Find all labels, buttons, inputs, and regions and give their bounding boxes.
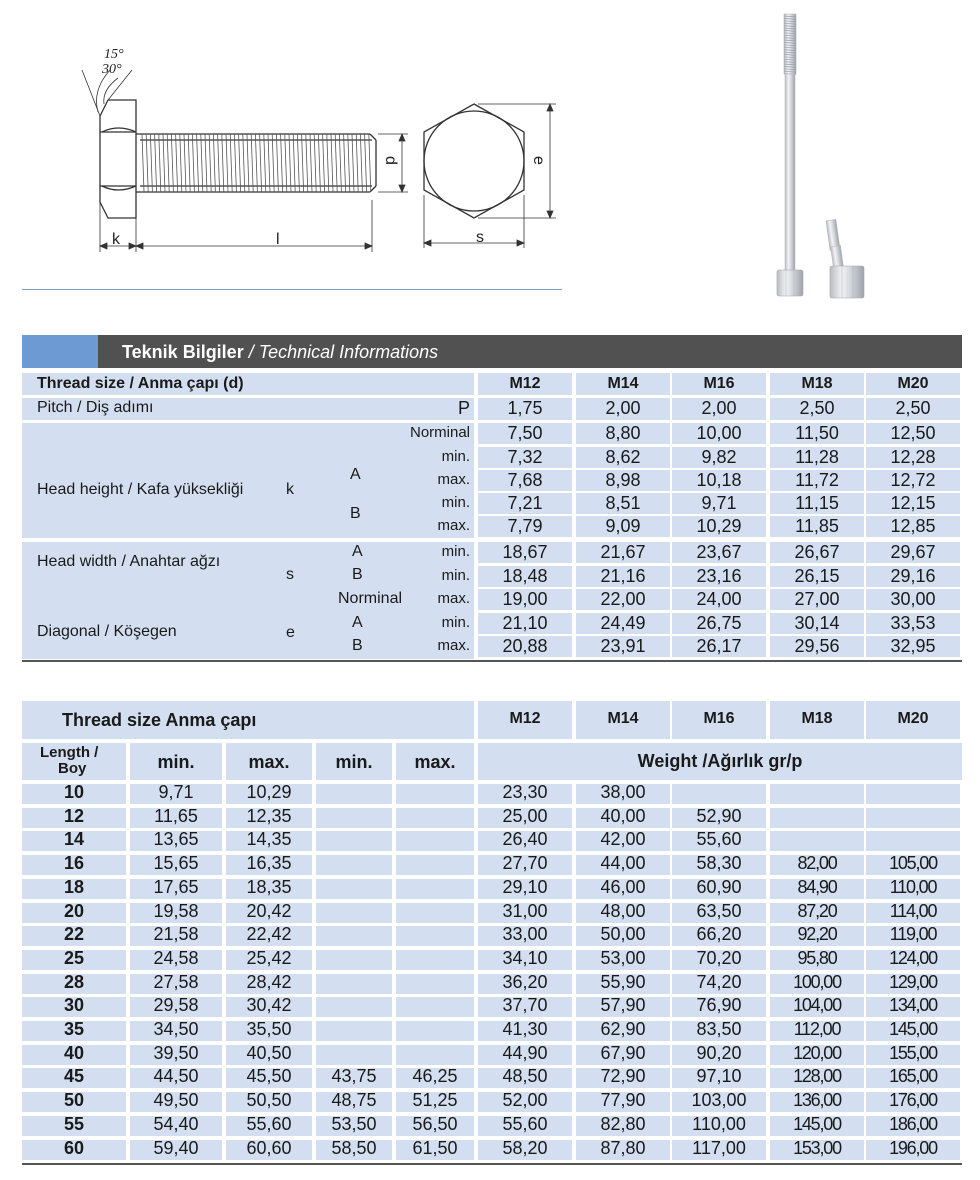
length-label-1: Length / xyxy=(40,744,99,761)
e-a-label: A xyxy=(352,614,363,631)
min-header-1: min. xyxy=(157,752,195,772)
size-header-M20: M20 xyxy=(897,375,929,392)
head-height-value: 7,79 xyxy=(507,516,543,536)
head-height-value: 9,71 xyxy=(701,493,737,513)
weight-value: 74,20 xyxy=(696,972,742,992)
weight-value: 129,00 xyxy=(889,972,937,992)
length-value: 20 xyxy=(63,901,85,921)
thread-size-label: Thread size / Anma çapı (d) xyxy=(37,375,244,392)
bolt-technical-drawing xyxy=(0,0,600,300)
tolerance-value: 14,35 xyxy=(246,829,292,849)
width-diagonal-value: 18,67 xyxy=(502,542,548,562)
weight-value: 37,70 xyxy=(502,995,548,1015)
tolerance-value: 56,50 xyxy=(412,1114,458,1134)
tolerance-cell xyxy=(396,1045,474,1065)
tolerance-cell xyxy=(316,903,392,923)
tolerance-value: 39,50 xyxy=(153,1043,199,1063)
width-diagonal-value: 32,95 xyxy=(890,636,936,656)
head-height-value: 12,72 xyxy=(890,470,936,490)
weight-value: 92,20 xyxy=(797,924,837,944)
angle-15-label: 15° xyxy=(104,47,124,62)
e-b-label: B xyxy=(352,637,363,654)
tolerance-value: 43,75 xyxy=(331,1066,377,1086)
k-a-label: A xyxy=(350,466,361,483)
tolerance-value: 15,65 xyxy=(153,853,199,873)
weight-value: 155,00 xyxy=(889,1043,937,1063)
tolerance-cell xyxy=(396,997,474,1017)
width-diagonal-value: 30,14 xyxy=(794,613,840,633)
weight-value: 58,20 xyxy=(502,1138,548,1158)
tolerance-cell xyxy=(396,903,474,923)
width-diagonal-value: 33,53 xyxy=(890,613,936,633)
nominal-label: Norminal xyxy=(338,590,403,607)
table-bottom-border xyxy=(22,660,962,662)
tolerance-value: 11,65 xyxy=(154,806,198,826)
dim-k-label: k xyxy=(112,231,120,248)
head-height-value: 12,85 xyxy=(890,516,936,536)
length-value: 25 xyxy=(63,948,85,968)
size-header-M16: M16 xyxy=(703,710,735,727)
length-value: 28 xyxy=(63,972,85,992)
width-diagonal-value: 29,16 xyxy=(890,566,936,586)
weight-cell xyxy=(866,784,960,804)
weight-header: Weight /Ağırlık gr/p xyxy=(637,751,803,771)
row-qualifier: min. xyxy=(441,567,470,584)
head-height-value: 9,09 xyxy=(605,516,641,536)
tolerance-cell xyxy=(396,926,474,946)
weight-value: 95,80 xyxy=(797,948,837,968)
head-height-value: 7,68 xyxy=(507,470,543,490)
k-b-label: B xyxy=(350,505,361,522)
tolerance-value: 19,58 xyxy=(153,901,199,921)
diagonal-label: Diagonal / Köşegen xyxy=(37,623,177,640)
width-diagonal-value: 27,00 xyxy=(794,589,840,609)
weight-value: 48,00 xyxy=(600,901,646,921)
weight-value: 136,00 xyxy=(793,1090,841,1110)
max-header-2: max. xyxy=(414,752,456,772)
weight-value: 117,00 xyxy=(692,1138,746,1158)
tolerance-value: 12,35 xyxy=(246,806,292,826)
weight-value: 27,70 xyxy=(502,853,548,873)
length-value: 22 xyxy=(63,924,85,944)
width-diagonal-value: 23,16 xyxy=(696,566,742,586)
min-header-2: min. xyxy=(335,752,373,772)
length-value: 18 xyxy=(63,877,85,897)
weight-value: 52,00 xyxy=(502,1090,548,1110)
weight-value: 77,90 xyxy=(600,1090,646,1110)
row-qualifier: min. xyxy=(441,494,470,511)
tolerance-value: 17,65 xyxy=(153,877,199,897)
tolerance-value: 34,50 xyxy=(153,1019,199,1039)
head-height-value: 7,50 xyxy=(507,423,543,443)
row-qualifier: Norminal xyxy=(409,424,470,441)
tolerance-cell xyxy=(316,926,392,946)
tolerance-cell xyxy=(396,1021,474,1041)
dim-l-label: l xyxy=(276,231,280,248)
head-height-value: 8,98 xyxy=(605,470,641,490)
size-header-M14: M14 xyxy=(607,710,639,727)
length-label-2: Boy xyxy=(58,760,87,777)
tolerance-value: 48,75 xyxy=(331,1090,377,1110)
width-diagonal-value: 24,00 xyxy=(696,589,742,609)
length-value: 45 xyxy=(63,1066,85,1086)
width-diagonal-value: 29,67 xyxy=(890,542,936,562)
weight-value: 87,80 xyxy=(600,1138,646,1158)
head-height-value: 11,85 xyxy=(795,516,839,536)
size-header-M12: M12 xyxy=(509,375,541,392)
tolerance-value: 55,60 xyxy=(246,1114,292,1134)
weight-value: 87,20 xyxy=(797,901,837,921)
technical-info-header xyxy=(22,335,962,368)
tolerance-value: 54,40 xyxy=(153,1114,199,1134)
weight-value: 41,30 xyxy=(502,1019,548,1039)
tolerance-value: 61,50 xyxy=(412,1138,458,1158)
tolerance-value: 30,42 xyxy=(246,995,292,1015)
weight-value: 42,00 xyxy=(600,829,646,849)
tolerance-value: 16,35 xyxy=(246,853,292,873)
tolerance-cell xyxy=(316,1045,392,1065)
weight-value: 176,00 xyxy=(889,1090,937,1110)
weight-value: 82,80 xyxy=(600,1114,646,1134)
tolerance-cell xyxy=(316,997,392,1017)
weight-value: 48,50 xyxy=(502,1066,548,1086)
tolerance-value: 24,58 xyxy=(153,948,199,968)
weight-value: 105,00 xyxy=(889,853,937,873)
header-accent xyxy=(22,335,98,368)
weight-value: 60,90 xyxy=(696,877,742,897)
tolerance-value: 58,50 xyxy=(331,1138,377,1158)
weight-value: 25,00 xyxy=(502,806,548,826)
weight-value: 31,00 xyxy=(502,901,548,921)
max-header-1: max. xyxy=(248,752,290,772)
tolerance-value: 28,42 xyxy=(246,972,292,992)
pitch-symbol: P xyxy=(458,398,471,418)
size-header-M18: M18 xyxy=(801,710,833,727)
weight-value: 23,30 xyxy=(502,782,548,802)
weight-value: 44,90 xyxy=(502,1043,548,1063)
weight-value: 83,50 xyxy=(696,1019,742,1039)
weight-value: 110,00 xyxy=(889,877,937,897)
width-diagonal-value: 18,48 xyxy=(502,566,548,586)
width-diagonal-value: 23,91 xyxy=(600,636,646,656)
width-diagonal-value: 23,67 xyxy=(696,542,742,562)
tolerance-cell xyxy=(396,784,474,804)
weight-value: 33,00 xyxy=(502,924,548,944)
head-height-value: 7,21 xyxy=(507,493,543,513)
row-qualifier: min. xyxy=(441,543,470,560)
head-height-value: 10,00 xyxy=(696,423,742,443)
weight-value: 186,00 xyxy=(889,1114,937,1134)
bolt-product-photo xyxy=(760,8,920,303)
tolerance-value: 29,58 xyxy=(153,995,199,1015)
weight-value: 70,20 xyxy=(696,948,742,968)
head-height-value: 8,80 xyxy=(605,423,641,443)
weight-value: 50,00 xyxy=(600,924,646,944)
pitch-value: 2,50 xyxy=(799,398,835,418)
size-header-M18: M18 xyxy=(801,375,833,392)
tolerance-cell xyxy=(396,950,474,970)
tolerance-value: 46,25 xyxy=(412,1066,458,1086)
weight-value: 114,00 xyxy=(889,901,937,921)
size-header-M14: M14 xyxy=(607,375,639,392)
tolerance-value: 53,50 xyxy=(331,1114,377,1134)
weight-value: 82,00 xyxy=(797,853,837,873)
head-height-value: 12,28 xyxy=(890,447,936,467)
tolerance-value: 22,42 xyxy=(246,924,292,944)
dim-d-label: d xyxy=(382,156,399,165)
divider-line xyxy=(22,289,562,290)
weight-value: 97,10 xyxy=(696,1066,742,1086)
tolerance-value: 44,50 xyxy=(153,1066,199,1086)
thread-header-label: Thread size Anma çapı xyxy=(62,710,257,730)
weight-value: 124,00 xyxy=(889,948,937,968)
weight-value: 145,00 xyxy=(889,1019,937,1039)
weight-value: 38,00 xyxy=(600,782,646,802)
head-height-value: 12,15 xyxy=(890,493,936,513)
weight-value: 145,00 xyxy=(793,1114,841,1134)
weight-value: 55,60 xyxy=(696,829,742,849)
length-value: 40 xyxy=(63,1043,85,1063)
weight-value: 110,00 xyxy=(692,1114,746,1134)
head-height-value: 10,29 xyxy=(696,516,742,536)
weight-value: 119,00 xyxy=(889,924,937,944)
width-diagonal-value: 21,10 xyxy=(502,613,548,633)
width-diagonal-value: 29,56 xyxy=(794,636,840,656)
head-height-value: 11,50 xyxy=(795,423,839,443)
k-symbol: k xyxy=(286,481,294,498)
tolerance-value: 49,50 xyxy=(153,1090,199,1110)
weight-value: 76,90 xyxy=(696,995,742,1015)
weight-value: 40,00 xyxy=(600,806,646,826)
pitch-value: 2,00 xyxy=(605,398,641,418)
length-value: 30 xyxy=(63,995,85,1015)
weight-value: 100,00 xyxy=(793,972,841,992)
weight-value: 66,20 xyxy=(696,924,742,944)
weight-value: 128,00 xyxy=(793,1066,841,1086)
weight-value: 90,20 xyxy=(696,1043,742,1063)
head-height-value: 11,72 xyxy=(795,470,839,490)
weight-cell xyxy=(770,808,864,828)
row-qualifier: min. xyxy=(441,614,470,631)
width-diagonal-value: 19,00 xyxy=(502,589,548,609)
tolerance-value: 27,58 xyxy=(153,972,199,992)
row-qualifier: max. xyxy=(437,637,470,654)
head-height-value: 8,51 xyxy=(605,493,641,513)
weight-value: 104,00 xyxy=(793,995,841,1015)
weight-value: 57,90 xyxy=(600,995,646,1015)
width-diagonal-value: 21,67 xyxy=(600,542,646,562)
tolerance-cell xyxy=(396,879,474,899)
head-height-value: 11,28 xyxy=(795,447,839,467)
weight-cell xyxy=(866,808,960,828)
tolerance-cell xyxy=(316,950,392,970)
tolerance-value: 35,50 xyxy=(246,1019,292,1039)
head-height-value: 12,50 xyxy=(890,423,936,443)
width-diagonal-value: 22,00 xyxy=(600,589,646,609)
weight-cell xyxy=(770,784,864,804)
length-value: 35 xyxy=(63,1019,85,1039)
weight-value: 46,00 xyxy=(600,877,646,897)
tolerance-value: 45,50 xyxy=(246,1066,292,1086)
weight-value: 36,20 xyxy=(502,972,548,992)
weight-value: 52,90 xyxy=(696,806,742,826)
tolerance-value: 13,65 xyxy=(153,829,199,849)
head-height-value: 9,82 xyxy=(701,447,737,467)
tolerance-value: 25,42 xyxy=(246,948,292,968)
pitch-value: 2,50 xyxy=(895,398,931,418)
tolerance-value: 21,58 xyxy=(153,924,199,944)
tolerance-value: 9,71 xyxy=(158,782,194,802)
width-diagonal-value: 24,49 xyxy=(600,613,646,633)
tolerance-cell xyxy=(316,831,392,851)
length-value: 16 xyxy=(63,853,85,873)
weight-value: 55,60 xyxy=(502,1114,548,1134)
tolerance-cell xyxy=(396,974,474,994)
weight-value: 34,10 xyxy=(502,948,548,968)
width-diagonal-value: 26,17 xyxy=(696,636,742,656)
tolerance-value: 51,25 xyxy=(412,1090,458,1110)
length-value: 12 xyxy=(63,806,85,826)
tolerance-value: 59,40 xyxy=(153,1138,199,1158)
head-height-value: 8,62 xyxy=(605,447,641,467)
s-b-label: B xyxy=(352,566,363,583)
pitch-value: 2,00 xyxy=(701,398,737,418)
width-diagonal-value: 21,16 xyxy=(600,566,646,586)
tolerance-value: 40,50 xyxy=(246,1043,292,1063)
tolerance-cell xyxy=(316,784,392,804)
width-diagonal-value: 26,15 xyxy=(794,566,840,586)
head-height-value: 11,15 xyxy=(795,493,839,513)
tolerance-value: 10,29 xyxy=(246,782,292,802)
size-header-M16: M16 xyxy=(703,375,735,392)
length-value: 60 xyxy=(63,1138,85,1158)
length-value: 50 xyxy=(63,1090,85,1110)
length-value: 55 xyxy=(63,1114,85,1134)
weight-value: 67,90 xyxy=(600,1043,646,1063)
e-symbol: e xyxy=(286,624,295,641)
tolerance-cell xyxy=(396,831,474,851)
row-qualifier: max. xyxy=(437,471,470,488)
head-height-value: 10,18 xyxy=(696,470,742,490)
size-header-M12: M12 xyxy=(509,710,541,727)
table-bottom-border xyxy=(22,1163,962,1165)
width-diagonal-value: 20,88 xyxy=(502,636,548,656)
width-diagonal-value: 26,75 xyxy=(696,613,742,633)
tolerance-cell xyxy=(316,1021,392,1041)
tolerance-cell xyxy=(396,808,474,828)
row-qualifier: max. xyxy=(437,590,470,607)
weight-value: 120,00 xyxy=(793,1043,841,1063)
tolerance-cell xyxy=(316,808,392,828)
pitch-label: Pitch / Diş adımı xyxy=(37,399,154,416)
weight-cell xyxy=(770,831,864,851)
s-symbol: s xyxy=(286,566,294,583)
row-qualifier: min. xyxy=(441,448,470,465)
size-header-M20: M20 xyxy=(897,710,929,727)
tolerance-cell xyxy=(316,855,392,875)
weight-value: 134,00 xyxy=(889,995,937,1015)
weight-value: 196,00 xyxy=(889,1138,937,1158)
tolerance-value: 60,60 xyxy=(246,1138,292,1158)
dim-s-label: s xyxy=(476,229,484,246)
width-diagonal-value: 30,00 xyxy=(890,589,936,609)
technical-info-title: Teknik Bilgiler / Technical Informations xyxy=(122,342,439,362)
head-height-value: 7,32 xyxy=(507,447,543,467)
weight-value: 26,40 xyxy=(502,829,548,849)
tolerance-cell xyxy=(316,974,392,994)
weight-value: 165,00 xyxy=(889,1066,937,1086)
weight-value: 63,50 xyxy=(696,901,742,921)
weight-cell xyxy=(672,784,766,804)
weight-value: 62,90 xyxy=(600,1019,646,1039)
weight-value: 72,90 xyxy=(600,1066,646,1086)
pitch-value: 1,75 xyxy=(507,398,543,418)
weight-value: 58,30 xyxy=(696,853,742,873)
tolerance-value: 50,50 xyxy=(246,1090,292,1110)
weight-value: 103,00 xyxy=(691,1090,747,1110)
weight-value: 112,00 xyxy=(793,1019,841,1039)
weight-value: 84,90 xyxy=(797,877,837,897)
weight-value: 53,00 xyxy=(600,948,646,968)
dim-e-label: e xyxy=(530,156,547,165)
tolerance-value: 18,35 xyxy=(246,877,292,897)
angle-30-label: 30° xyxy=(102,62,122,77)
row-qualifier: max. xyxy=(437,517,470,534)
weight-cell xyxy=(866,831,960,851)
head-height-label: Head height / Kafa yüksekliği xyxy=(37,481,244,498)
head-width-label: Head width / Anahtar ağzı xyxy=(37,553,221,570)
weight-value: 153,00 xyxy=(793,1138,841,1158)
weight-value: 44,00 xyxy=(600,853,646,873)
s-a-label: A xyxy=(352,543,363,560)
length-value: 10 xyxy=(63,782,85,802)
width-diagonal-value: 26,67 xyxy=(794,542,840,562)
weight-value: 29,10 xyxy=(502,877,548,897)
length-value: 14 xyxy=(63,829,85,849)
tolerance-cell xyxy=(316,879,392,899)
tolerance-value: 20,42 xyxy=(246,901,292,921)
weight-value: 55,90 xyxy=(600,972,646,992)
tolerance-cell xyxy=(396,855,474,875)
